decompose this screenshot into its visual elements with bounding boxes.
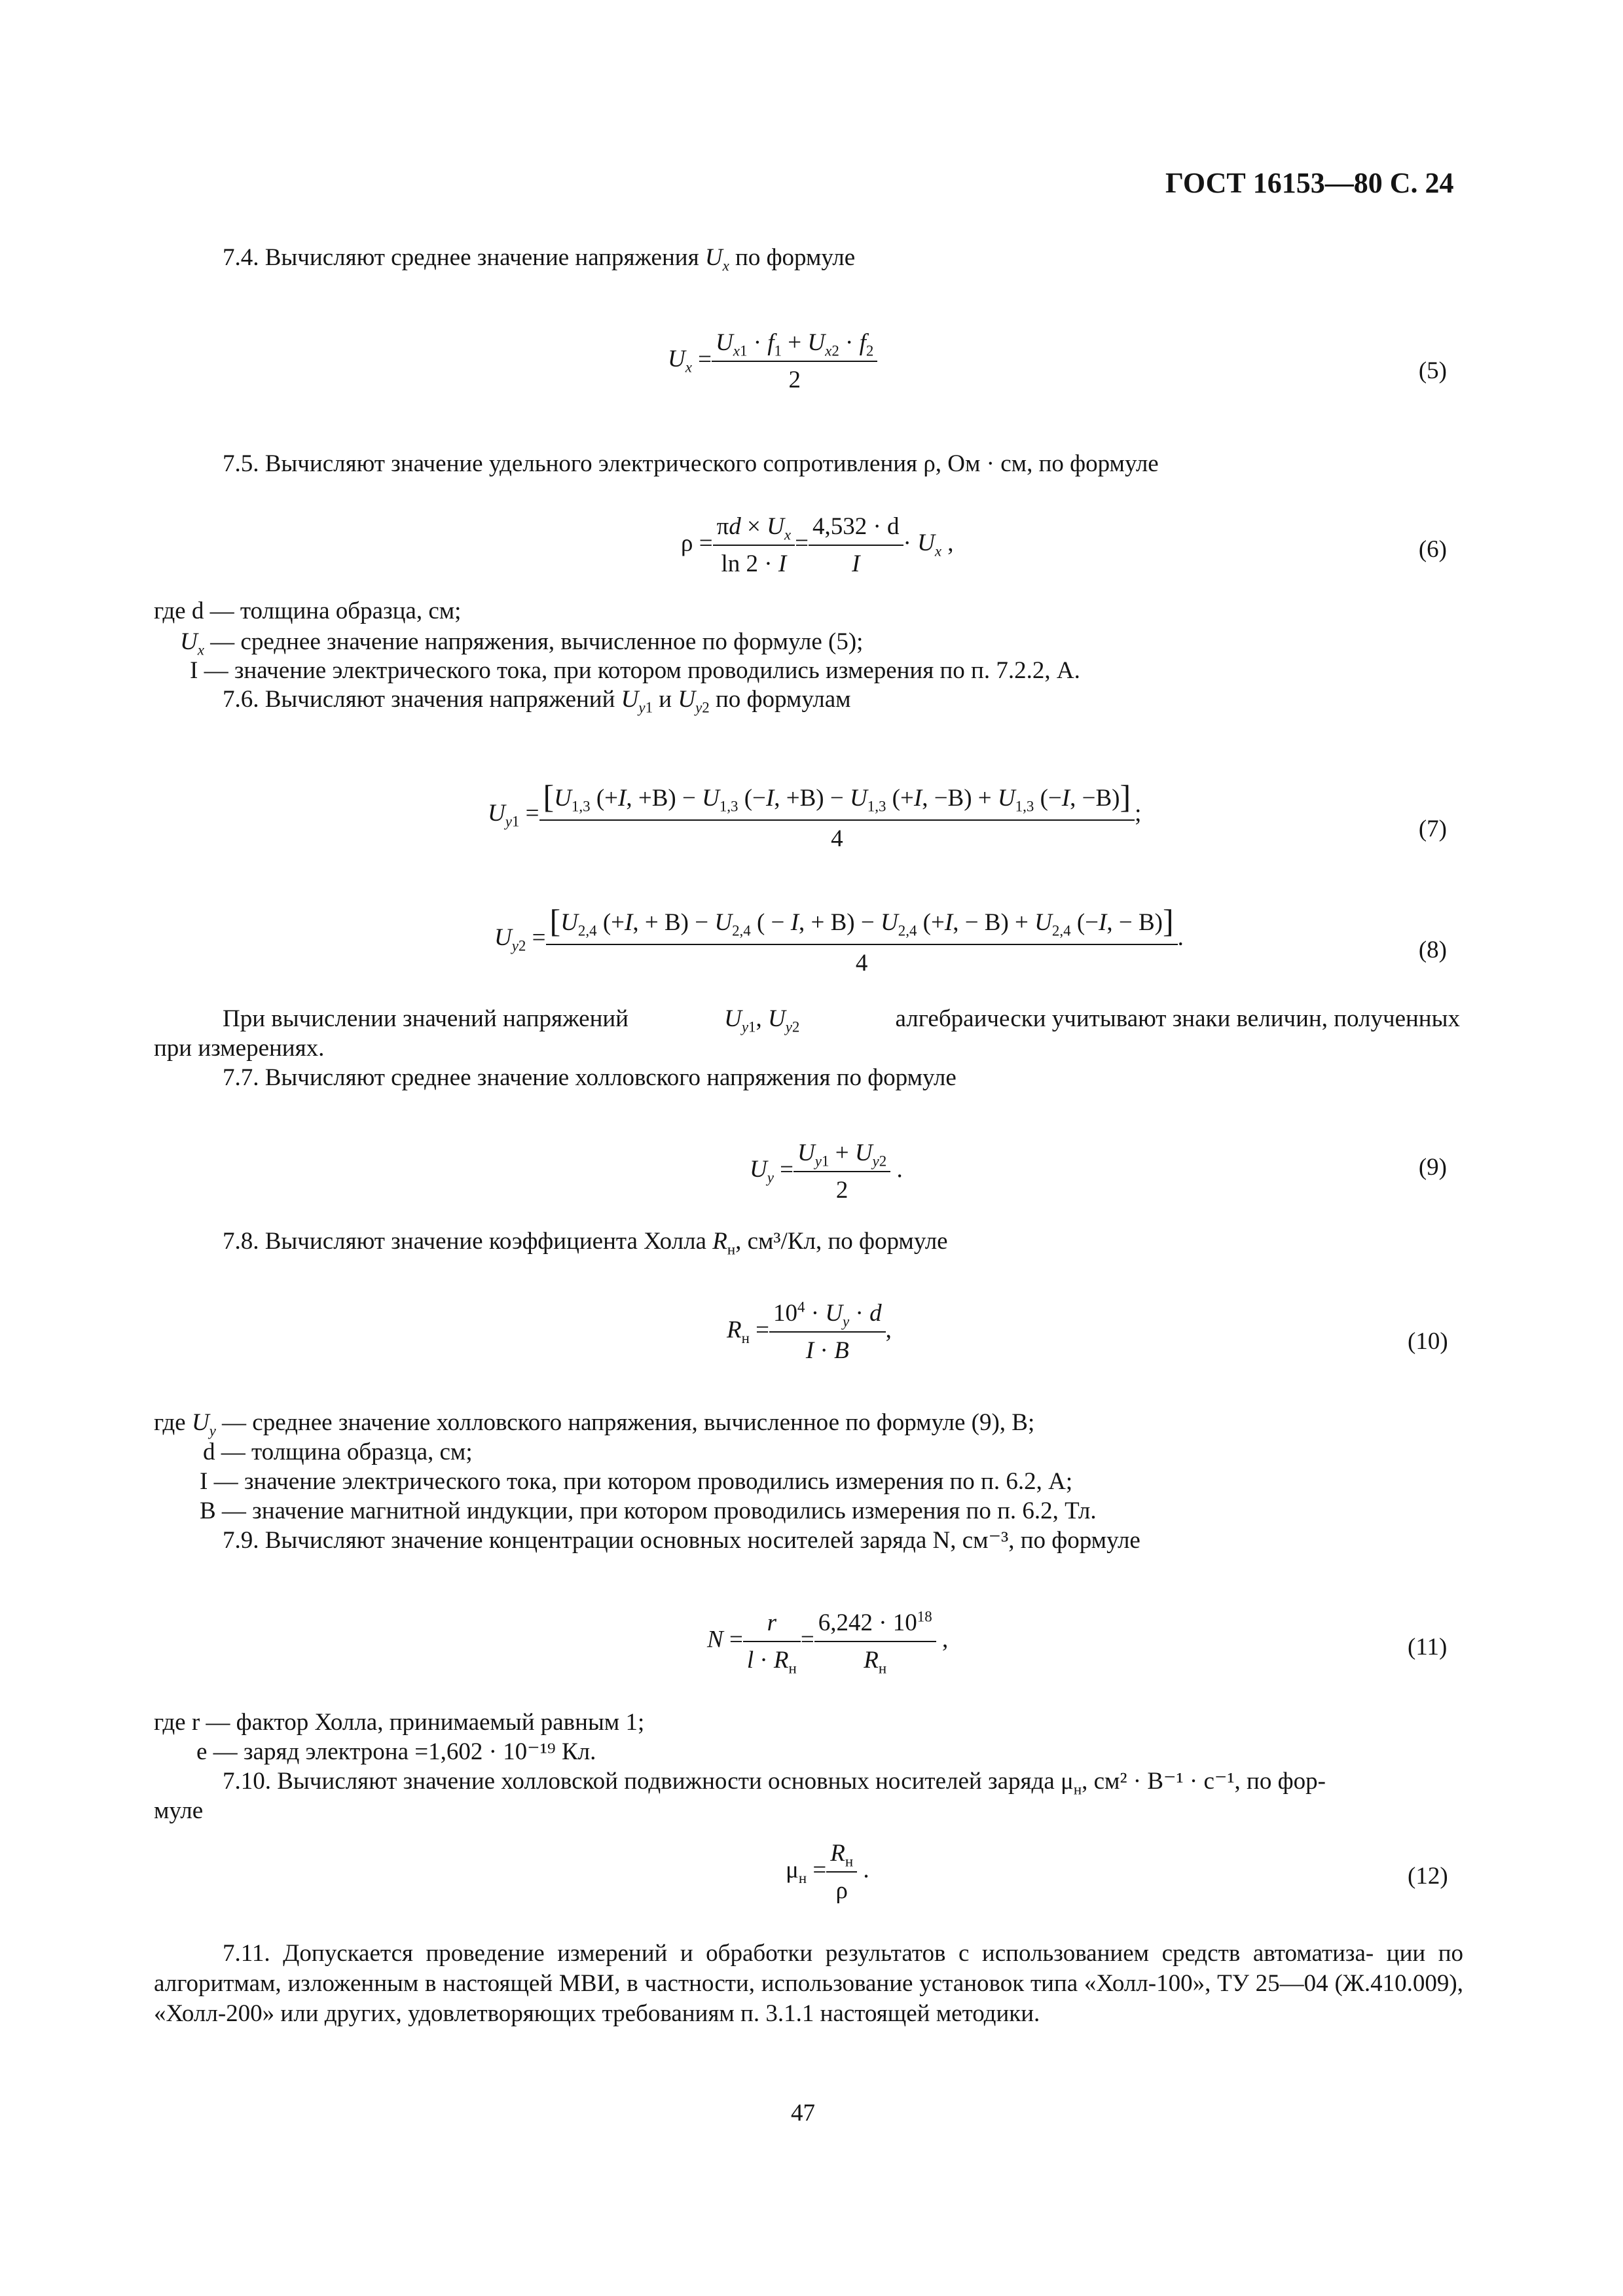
where-d-line: где d — толщина образца, см; bbox=[154, 598, 462, 624]
paragraph-7-9: 7.9. Вычисляют значение концентрации основных носителей заряда N, см⁻³, по формуле bbox=[223, 1527, 1140, 1554]
where-i2-line: I — значение электрического тока, при котором проводились измерения по п. 6.2, А; bbox=[200, 1468, 1073, 1495]
paragraph-7-11: 7.11. Допускается проведение измерений и обработки результатов с использованием средств автоматиза- ции по алгоритмам, изложенным в настоящей МВИ, в частности, использование установок типа «Холл-100», ТУ 25—04 (Ж.410.009), «Холл-200» или других, удовлетворяющих требованиям п. 3.1.1 настоящей методики. bbox=[154, 1940, 1463, 2027]
paragraph-7-4 bbox=[223, 244, 856, 274]
paragraph-7-8: 7.8. Вычисляют значение коэффициента Холла $R_н$, см³/Кл, по формуле bbox=[223, 1228, 948, 1258]
where-d2-line: d — толщина образца, см; bbox=[203, 1439, 473, 1465]
equation-number-11: (11) bbox=[1408, 1634, 1448, 1660]
where-b-line: B — значение магнитной индукции, при котором проводились измерения по п. 6.2, Тл. bbox=[200, 1498, 1097, 1524]
paragraph-7-6: 7.6. Вычисляют значения напряжений $U_{y1}$ и $U_{y2}$ по формулам bbox=[223, 686, 851, 716]
paragraph-text-tail: по формуле bbox=[735, 244, 856, 271]
paragraph-7-10: 7.10. Вычисляют значение холловской подвижности основных носителей заряда $\mu_н$, см² · В⁻¹ · с⁻¹, по фор- bbox=[223, 1768, 1326, 1798]
paragraph-text: 7.4. Вычисляют среднее значение напряжения bbox=[223, 244, 699, 271]
equation-number-10: (10) bbox=[1408, 1328, 1448, 1355]
equation-number-5: (5) bbox=[1418, 357, 1447, 384]
where-uy-line: где $U_y$ — среднее значение холловского напряжения, вычисленное по формуле (9), В; bbox=[154, 1409, 1035, 1439]
where-ux-line: $U_x$ — среднее значение напряжения, вычисленное по формуле (5); bbox=[180, 628, 864, 658]
formula-12: $\mu_н$ = $\frac{R_н}{\rho}$ . bbox=[786, 1840, 869, 1904]
formula-10: $R_н$ = $\frac{10^4 \cdot U_y \cdot d}{I \cdot B}$ , bbox=[727, 1299, 892, 1364]
formula-6-numerator: 4,532 · d bbox=[809, 512, 903, 546]
paragraph-7-7: 7.7. Вычисляют среднее значение холловского напряжения по формуле bbox=[223, 1064, 957, 1091]
where-i-line: I — значение электрического тока, при котором проводились измерения по п. 7.2.2, А. bbox=[190, 657, 1080, 684]
formula-5: $U_x$ = $\frac{U_{x1} \cdot f_1 + U_{x2} \cdot f_2}{2}$ bbox=[668, 329, 877, 394]
equation-number-6: (6) bbox=[1418, 536, 1447, 563]
symbol-ux: $U_x$ bbox=[704, 244, 729, 274]
equation-number-12: (12) bbox=[1408, 1863, 1448, 1890]
paragraph-7-5: 7.5. Вычисляют значение удельного электрического сопротивления ρ, Ом · см, по формуле bbox=[223, 450, 1159, 477]
paragraph-calc-line2: при измерениях. bbox=[154, 1035, 325, 1062]
formula-6: ρ = $\frac{\pi d \times U_x}{\ln 2 \cdot I}$ = $\frac{4,532 \cdot d}{I}$ · $U_x$ , bbox=[681, 513, 954, 577]
formula-8: $U_{y2}$ = [$U_{2,4}$ (+I, + $B) - U_{2,4}$ ( − I, + $B) - U_{2,4}$ (+I, − $B) + U_{2,4}$ (−I, − B)] 4 . bbox=[494, 903, 1184, 977]
page-header: ГОСТ 16153—80 С. 24 bbox=[1165, 167, 1454, 199]
formula-11: N = $\frac{r}{l \cdot R_н}$ = $\frac{6,242 \cdot 10^{18}}{R_н}$ , bbox=[707, 1608, 949, 1677]
where-e-line: e — заряд электрона =1,602 · 10⁻¹⁹ Кл. bbox=[196, 1738, 596, 1765]
equation-number-8: (8) bbox=[1418, 937, 1447, 963]
page-number: 47 bbox=[791, 2100, 815, 2126]
formula-7: $U_{y1}$ = [$U_{1,3}$ (+I, $+B) - U_{1,3}$ (−I, $+B) - U_{1,3}$ (+I, $-B) + U_{1,3}$ (−I, −B)] 4 ; bbox=[488, 778, 1142, 852]
where-r-line: где r — фактор Холла, принимаемый равным 1; bbox=[154, 1709, 645, 1736]
equation-number-7: (7) bbox=[1418, 816, 1447, 842]
paragraph-7-10-line2: муле bbox=[154, 1797, 204, 1824]
formula-9: $U_y$ = $\frac{U_{y1} + U_{y2}}{2}$ . bbox=[750, 1139, 903, 1204]
equation-number-9: (9) bbox=[1418, 1154, 1447, 1181]
paragraph-calc: При вычислении значений напряжений $U_{y1}$, $U_{y2}$ алгебраически учитывают знаки величин, полученных bbox=[223, 1005, 1460, 1035]
